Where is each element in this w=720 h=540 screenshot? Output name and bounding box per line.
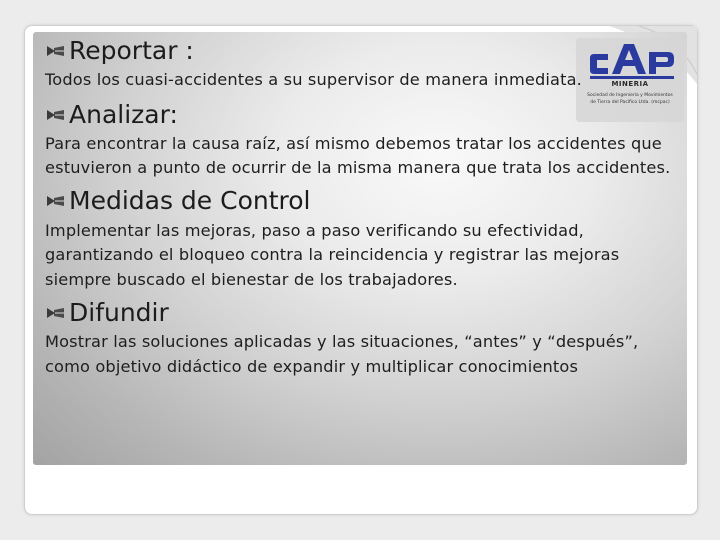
logo-subtitle: MINERIA [611, 80, 649, 88]
section-heading-medidas-de-control [45, 184, 675, 218]
section-heading-difundir [45, 296, 675, 330]
ribbon-bullet-icon [47, 195, 65, 207]
heading-text: Analizar: [69, 99, 178, 129]
ribbon-bullet-icon [47, 45, 65, 57]
ribbon-bullet-icon [47, 307, 65, 319]
heading-text: Difundir [69, 298, 169, 327]
section-body-analizar: Para encontrar la causa raíz, así mismo debemos tratar los accidentes que estuvieron a punto de ocurrir de la misma manera que trata los accidentes. [45, 133, 671, 177]
logo-caption: Sociedad de Ingeniería y Movimientos de Tierra del Pacífico Ltda. (mcpac) [587, 93, 673, 105]
section-body-difundir: Mostrar las soluciones aplicadas y las situaciones, “antes” y “después”, como objetivo didáctico de expandir y multiplicar conocimientos [45, 332, 639, 376]
ribbon-bullet-icon [47, 109, 65, 121]
slide-content [45, 34, 675, 379]
section-heading-reportar [45, 34, 675, 68]
section-body-medidas-de-control: Implementar las mejoras, paso a paso verificando su efectividad, garantizando el bloqueo contra la reincidencia y registrar las mejoras siempre buscado el bienestar de los trabajadores. [45, 220, 620, 289]
section-body-reportar: Todos los cuasi-accidentes a su supervisor de manera inmediata. [45, 70, 582, 89]
section-heading-analizar [45, 98, 675, 132]
heading-text: Reportar : [69, 36, 194, 65]
heading-text: Medidas de Control [69, 185, 311, 215]
